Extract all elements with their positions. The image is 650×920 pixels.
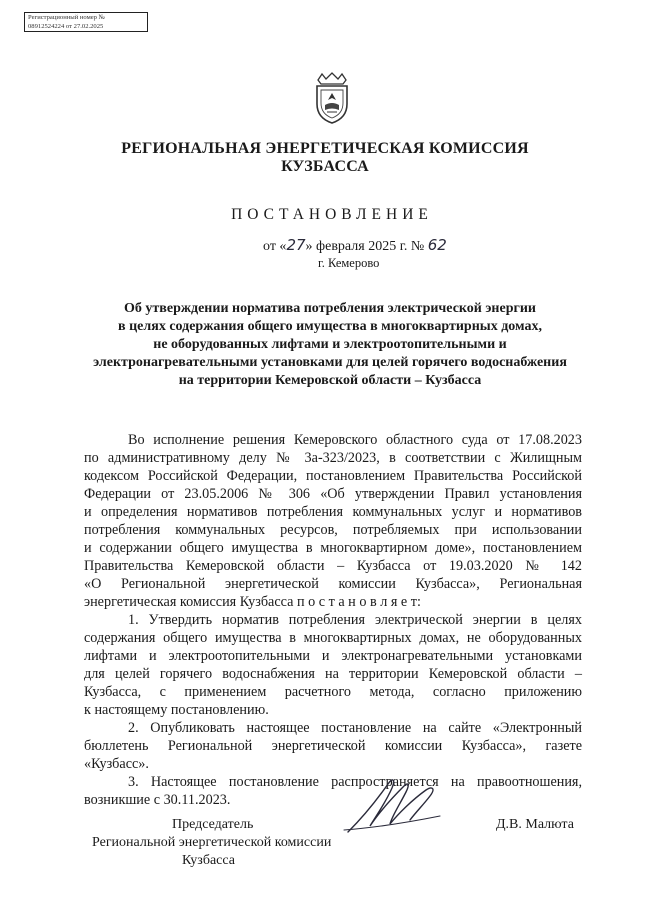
body-line: энергетическая комиссия Кузбасса п о с т а н о в л я е т: xyxy=(84,594,421,610)
body-line: возникшие с 30.11.2023. xyxy=(84,792,231,808)
signatory-position-line-2: Региональной энергетической комиссии xyxy=(92,835,332,850)
body-line: лифтами и электроотопительными и электронагревательными установками xyxy=(84,648,582,664)
signatory-position-line-1: Председатель xyxy=(172,817,254,832)
body-line: и содержании общего имущества в многоквартирном доме», постановлением xyxy=(84,540,582,556)
document-number-handwritten: 62 xyxy=(427,236,447,254)
document-title-line: на территории Кемеровской области – Кузбасса xyxy=(178,373,482,388)
registration-stamp xyxy=(24,12,148,32)
organization-name-line-2: КУЗБАССА xyxy=(281,158,369,175)
document-type-heading: ПОСТАНОВЛЕНИЕ xyxy=(231,206,433,223)
registration-line-1: Регистрационный номер № xyxy=(28,14,105,21)
body-line: содержания общего имущества в многоквартирных домах, не оборудованных xyxy=(84,630,582,646)
body-line: «О Региональной энергетической комиссии Кузбасса», Региональная xyxy=(84,576,582,592)
body-line: «Кузбасс». xyxy=(84,756,149,772)
body-line: и определения нормативов потребления коммунальных услуг и нормативов xyxy=(84,504,582,520)
organization-name-line-1: РЕГИОНАЛЬНАЯ ЭНЕРГЕТИЧЕСКАЯ КОМИССИЯ xyxy=(121,140,529,157)
date-month-year: » февраля 2025 г. № xyxy=(305,239,425,254)
body-line: Кузбасса, с применением расчетного метода, согласно приложению xyxy=(84,684,582,700)
body-line: к настоящему постановлению. xyxy=(84,702,269,718)
body-line: потребления коммунальных ресурсов, потребляемых при использовании xyxy=(84,522,582,538)
body-line: Во исполнение решения Кемеровского областного суда от 17.08.2023 xyxy=(128,432,582,448)
date-day-handwritten: 27 xyxy=(286,236,306,254)
registration-line-2: 08912524224 от 27.02.2025 xyxy=(28,22,104,30)
document-title-line: не оборудованных лифтами и электроотопительными и xyxy=(153,337,507,352)
body-line: для целей горячего водоснабжения на территории Кемеровской области – xyxy=(84,666,582,682)
body-line: 3. Настоящее постановление распространяется на правоотношения, xyxy=(128,774,582,790)
body-line: по административному делу № 3а-323/2023, в соответствии с Жилищным xyxy=(84,450,582,466)
document-title-line: электронагревательными установками для целей горячего водоснабжения xyxy=(93,355,567,370)
body-line: Федерации от 23.05.2006 № 306 «Об утверждении Правил установления xyxy=(84,486,582,502)
document-title-line: в целях содержания общего имущества в многоквартирных домах, xyxy=(118,319,542,334)
document-title-line: Об утверждении норматива потребления электрической энергии xyxy=(124,301,536,316)
date-prefix: от « xyxy=(263,239,287,254)
body-line: бюллетень Региональной энергетической комиссии Кузбасса», газете xyxy=(84,738,582,754)
signatory-name: Д.В. Малюта xyxy=(496,817,574,832)
body-line: кодексом Российской Федерации, постановлением Правительства Российской xyxy=(84,468,582,484)
document-date-line xyxy=(263,236,447,255)
kuzbass-coat-of-arms-icon xyxy=(312,72,352,124)
body-line: 1. Утвердить норматив потребления электрической энергии в целях xyxy=(128,612,582,628)
signatory-position-line-3: Кузбасса xyxy=(182,853,235,868)
handwritten-signature xyxy=(340,770,450,840)
body-line: 2. Опубликовать настоящее постановление на сайте «Электронный xyxy=(128,720,582,736)
document-city: г. Кемерово xyxy=(318,256,380,270)
body-line: Правительства Кемеровской области – Кузбасса от 19.03.2020 № 142 xyxy=(84,558,582,574)
